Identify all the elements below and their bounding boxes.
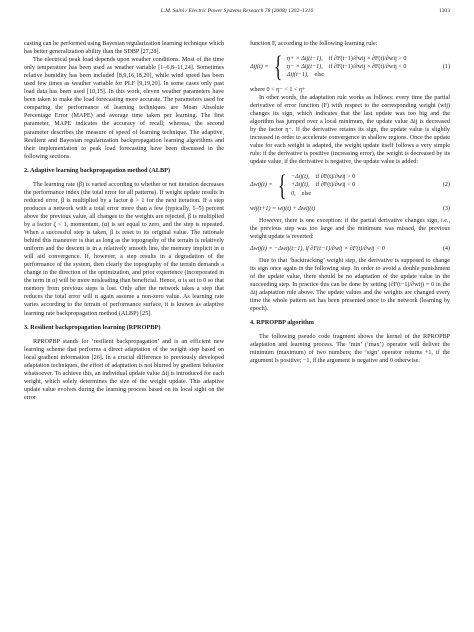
paragraph: However, there is one exception: if the partial derivative changes sign, i.e., the previous step was too large and the minimum was missed, the previous weight update is reverted: [250,217,450,240]
page-number: 1303 [438,8,450,14]
paragraph: The electrical peak load depends upon weather conditions. Most of the time only temperature has been used as weather variable [1–6,8–11,24]. Sometimes relative humidity has been included [8,9,16,18,20], while wind speed has been used few times as weather variable for PLF [9,19,20]. In some cases only past load data has been used [10,15]. In this work, eleven weather parameters have been taken to make the load forecasting more accurate. The parameters used for comparing the performance of learning techniques are Mean Absolute Percentage Error (MAPE) and average time taken per learning. The first parameter, MAPE indicates the accuracy of recall; whereas, the second parameter describes the measure of speed of learning technique. The adaptive, Resilient and Bayesian regularization backpropagation learning algorithms and their implementation to peak load forecasting have been discussed in the following sections. [24,57,224,160]
paragraph: In other words, the adaptation rule works as follows: every time the partial derivative of error function (F) with respect to the corresponding weight (wij) changes its sign, which indicates that the last update was too big and the algorithm has jumped over a local minimum, the update value Δij is decreased by the factor η−. If the derivative retains its sign, the update value is slightly increased in order to accelerate convergence in shallow regions. Once the update value for each weight is adapted, the weight update itself follows a very simple rule: if the derivative is positive (increasing error), the weight is decreased by its update value, if the derivative is negative, the update value is added: [250,95,450,166]
paragraph: Due to that ‘backtracking’ weight step, the derivative is supposed to change its sign once again in the following step. In order to avoid a double punishment of the update value, there should be no adaptation of the update value in the succeeding step. In practice this can be done by setting (∂F(t−1)/∂wij) = 0 in the Δij adaptation rule above. The update values and the weights are changed every time the whole pattern set has been presented once to the network (learning by epoch). [250,257,450,313]
paragraph: function F, according to the following learning rule: [250,41,378,47]
case-expression: 0, [291,190,296,197]
equation-2 [250,168,450,202]
case-condition: if ∂F(t)/∂wij > 0 [315,174,356,181]
equation-body: wij(t+1) = wij(t) + Δwij(t) [250,205,316,212]
paragraph: The following pseudo code fragment shows the kernel of the RPROPBP adaptation and learning process. The ‘min’ (‘max’) operator will deliver the minimum (maximum) of two numbers; the ‘sign’ operator returns +1, if the argument is positive; −1, if the argument is negative and 0 otherwise. [250,334,450,365]
left-brace-symbol: { [277,168,287,202]
case-expression: η− × Δij(t−1), [286,64,323,71]
running-header: L.M. Saini / Electric Power Systems Research 78 (2008) 1302–1310 [160,8,314,14]
right-column [250,40,450,365]
equation-number: (3) [442,205,450,212]
paragraph: casting can be performed using Bayesian regularization learning technique which has better generalization ability than the SDBP [27,28]. [24,41,225,56]
section-heading: 2. Adaptive learning backpropagation method (ALBP) [24,166,171,174]
equation-1 [250,52,450,82]
case-expression: −Δij(t), [291,174,310,181]
equation-number: (1) [442,64,450,71]
section-heading: 3. Resilient backpropagation learning (RPROPBP) [24,323,161,331]
case-expression: Δij(t−1), [286,72,309,79]
paragraph: where 0 < η− < 1 < η+ [250,87,306,94]
case-expression: η+ × Δij(t−1), [286,55,323,62]
equation-body: Δwij(t) = −Δwij(t−1), if ∂F(t−1)/∂wij × ∂F(t)/∂wij < 0 [250,245,385,252]
paragraph: The learning rate (β) is varied according to whether or not iteration decreases the performance index (the total error for all patterns). If weight update results in reduced error, β is multiplied by a factor ϕ > 1 for the next iteration. If a step produces a network with a total error more than a few (typically, 1–5) percent above the previous value, all changes to the weights are rejected, β is multiplied by a factor ζ < 1, momentum, (α) is set equal to zero, and the step is repeated. When a successful step is taken, β is reset to its original value. The rationale behind this maneuver is that as long as the topography of the terrain is relatively uniform and the descent is in a relatively smooth line, the memory implicit in α will aid convergence. If, however, a step results in a degradation of the performance of the system, then clearly the topography of the terrain demands a change in the direction of the optimization, and prior experience (incorporated in the term in α) will be more misleading than beneficial. Hence, α is set to 0 so that memory from previous steps is lost. Only after the network takes a step that reduces the total error will α again assume a non-zero value. As learning rate varies according to the terrain of performance surface, it is known as adaptive learning rate backpropagation method (ALBP) [25]. [24,181,224,317]
section-heading: 4. RPROPBP algorithm [250,319,314,327]
case-expression: +Δij(t), [291,182,310,189]
equation-3 [250,205,450,213]
case-condition: else [301,190,312,197]
paragraph: RPROPBP stands for ‘resilient backpropagation’ and is an efficient new learning scheme that performs a direct adaptation of the weight step based on local gradient information [26]. In a crucial difference to previously developed adaptation techniques, the effort of adaptation is not blurred by gradient behavior whatsoever. To achieve this, an individual update value Δij is introduced for each weight, which solely determines the size of the weight update. This adaptive update value evolves during the learning process based on its local sight on the error [24,338,224,401]
equation-lhs: Δij(t) = [250,64,269,71]
equation-number: (2) [442,182,450,189]
left-column [24,40,224,402]
case-condition: if ∂F(t−1)/∂wij × ∂F(t)/∂wij < 0 [328,64,407,71]
case-condition: else [314,72,325,79]
equation-lhs: Δwij(t) = [250,182,273,189]
left-brace-symbol: { [273,50,283,84]
case-condition: if ∂F(t)/∂wij < 0 [315,182,356,189]
case-condition: if ∂F(t−1)/∂wij × ∂F(t)/∂wij > 0 [328,55,407,62]
equation-number: (4) [442,245,450,252]
equation-4 [250,245,450,253]
